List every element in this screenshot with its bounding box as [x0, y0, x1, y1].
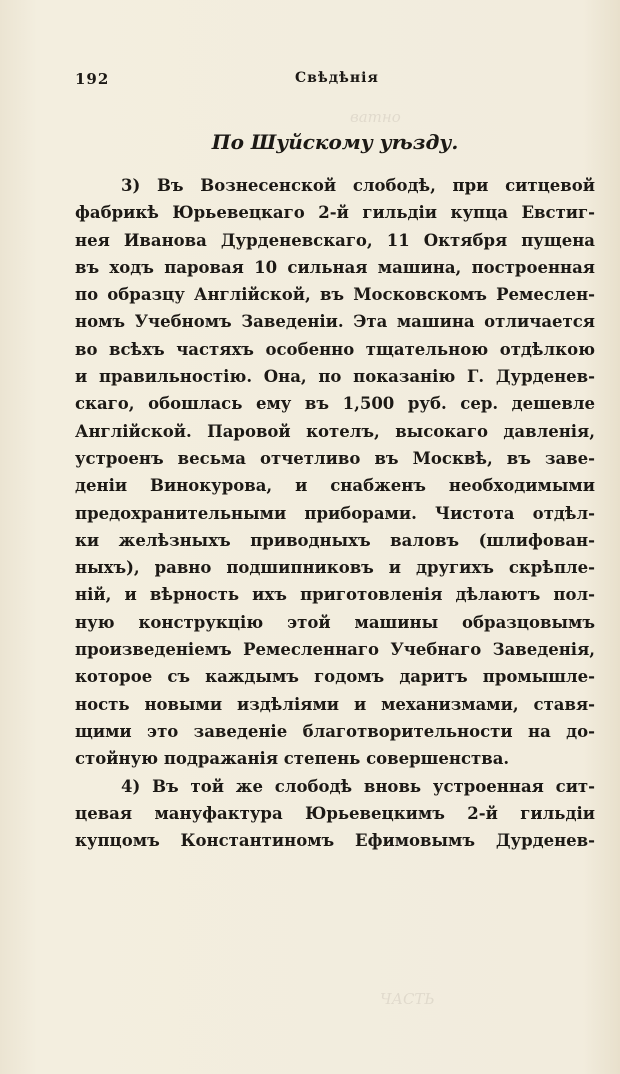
- text-line: ную конструкцію этой машины образцовымъ: [75, 612, 595, 632]
- text-line: стойную подражанія степень совершенства.: [75, 749, 510, 769]
- running-title: Свѣдѣнія: [295, 70, 379, 86]
- text-line: скаго, обошлась ему въ 1,500 руб. сер. дешевле: [75, 394, 595, 414]
- text-line: купцомъ Константиномъ Ефимовымъ Дурденев-: [75, 831, 595, 851]
- text-line: деніи Винокурова, и снабженъ необходимыми: [75, 476, 595, 496]
- running-head: [75, 70, 595, 94]
- text-line: цевая мануфактура Юрьевецкимъ 2-й гильдіи: [75, 803, 595, 823]
- bleed-through-bottom: ЧАСТЬ: [380, 990, 435, 1008]
- section-heading: По Шуйскому уѣзду.: [211, 130, 459, 154]
- text-line: въ ходъ паровая 10 сильная машина, построенная: [75, 257, 595, 277]
- text-line: произведеніемъ Ремесленнаго Учебнаго Заведенія,: [75, 640, 595, 660]
- page-number: 192: [75, 70, 110, 88]
- body-text: [75, 172, 595, 854]
- text-line: щими это заведеніе благотворительности на до-: [75, 721, 595, 741]
- text-line: ній, и вѣрность ихъ приготовленія дѣлаютъ пол-: [75, 585, 595, 605]
- text-line: 3) Въ Вознесенской слободѣ, при ситцевой: [121, 176, 595, 195]
- text-line: ность новыми издѣліями и механизмами, ставя-: [75, 694, 595, 714]
- bleed-through-top: ватно: [350, 108, 401, 126]
- text-line: и правильностію. Она, по показанію Г. Дурденев-: [75, 367, 595, 387]
- text-line: 4) Въ той же слободѣ вновь устроенная сит-: [121, 776, 595, 796]
- text-line: которое съ каждымъ годомъ даритъ промышле-: [75, 667, 595, 687]
- text-line: фабрикѣ Юрьевецкаго 2-й гильдіи купца Евстиг-: [75, 203, 595, 223]
- text-line: устроенъ весьма отчетливо въ Москвѣ, въ заве-: [75, 448, 595, 468]
- text-line: по образцу Англійской, въ Московскомъ Ремеслен-: [75, 285, 595, 305]
- text-line: ныхъ), равно подшипниковъ и другихъ скрѣпле-: [75, 558, 595, 578]
- text-line: номъ Учебномъ Заведеніи. Эта машина отличается: [75, 312, 595, 332]
- text-line: нея Иванова Дурденевскаго, 11 Октября пущена: [75, 230, 595, 250]
- text-line: Англійской. Паровой котелъ, высокаго давленія,: [75, 421, 595, 441]
- text-line: предохранительными приборами. Чистота отдѣл-: [75, 503, 595, 523]
- text-line: во всѣхъ частяхъ особенно тщательною отдѣлкою: [75, 339, 595, 359]
- text-line: ки желѣзныхъ приводныхъ валовъ (шлифован-: [75, 530, 595, 550]
